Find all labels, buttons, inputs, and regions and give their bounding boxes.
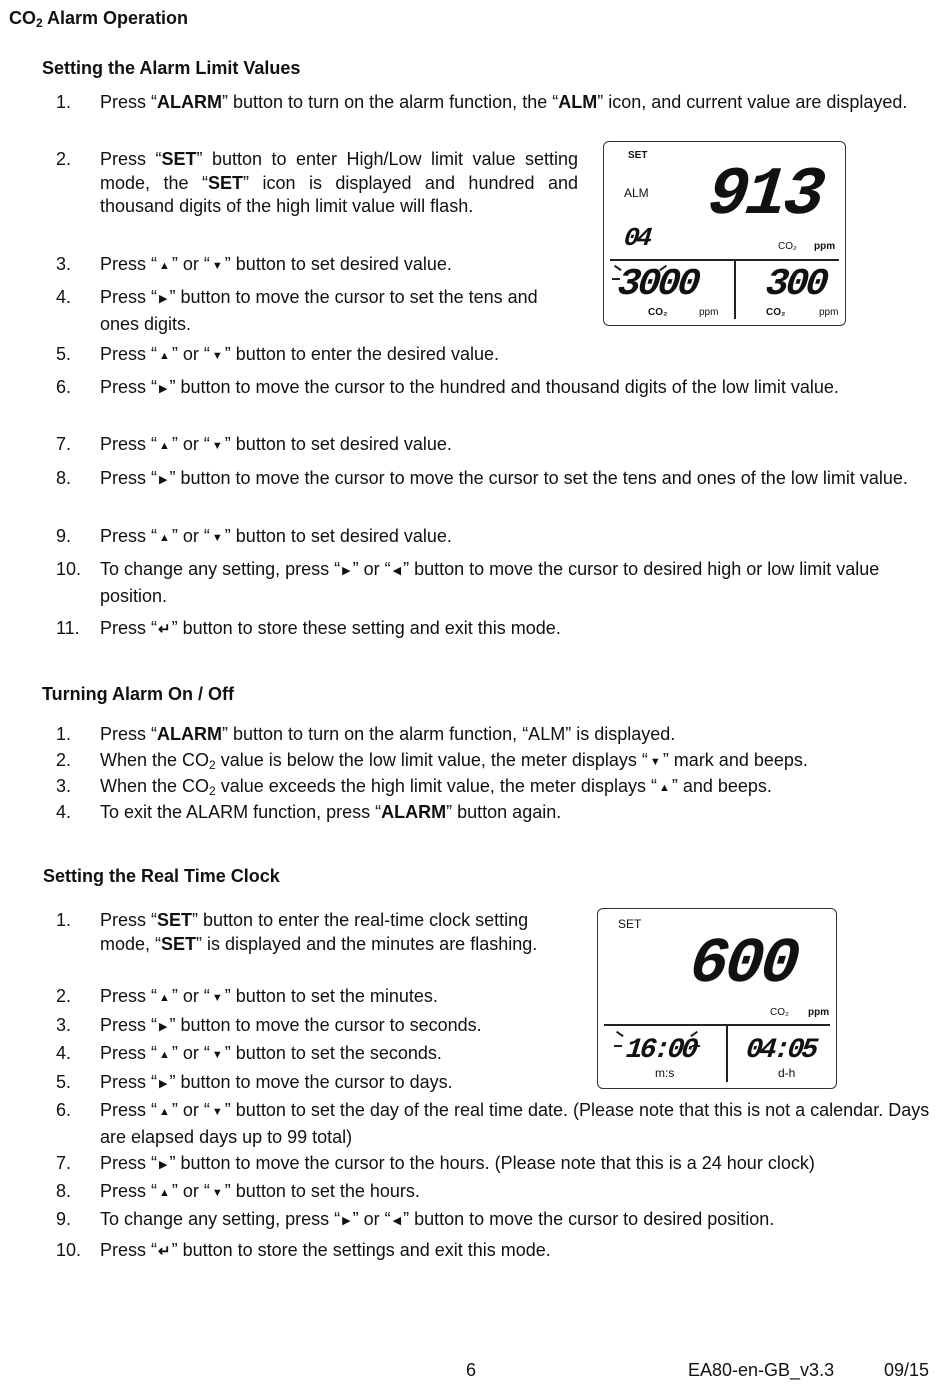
lcd-divider-vertical xyxy=(734,261,736,319)
lcd-ppm-label-left: ppm xyxy=(699,307,719,318)
lcd-time-value: 16:00 xyxy=(624,1035,697,1066)
list-item-text: When the $CO_2$ value exceeds the high limit value, the meter displays “ ▲ ” and beeps. xyxy=(100,776,772,798)
list-item-text: Press “ ▶ ” button to move the cursor to move the cursor to set the tens and ones of the low limit value. xyxy=(100,468,908,488)
list-item-text: Press “↵” button to store the settings and exit this mode. xyxy=(100,1240,551,1260)
list-item-number: 4. xyxy=(56,802,72,822)
lcd-divider-horizontal xyxy=(604,1024,830,1026)
lcd-main-reading: 600 xyxy=(686,929,801,1001)
lcd-time-unit: m:s xyxy=(655,1066,675,1080)
lcd-co2-label: CO₂ xyxy=(778,241,797,252)
lcd-set-indicator: SET xyxy=(628,150,648,161)
list-item-number: 5. xyxy=(56,344,72,364)
list-item-text: Press “SET” button to enter High/Low limit value setting mode, the “SET” icon is displayed and hundred and thousand digits of the high limit value will flash. xyxy=(100,149,578,216)
page-number: 6 xyxy=(466,1360,477,1380)
lcd-high-limit-value: 3000 xyxy=(615,263,700,306)
list-item-text: Press “ ▲ ” or “ ▼ ” button to set the seconds. xyxy=(100,1043,442,1063)
list-item-number: 9. xyxy=(56,1209,72,1229)
list-item-text: Press “ ▲ ” or “ ▼ ” button to set the day of the real time date. (Please note that this is not a calendar. Days are elapsed days up to 99 total) xyxy=(100,1100,930,1147)
lcd-ppm-label: ppm xyxy=(814,241,836,252)
lcd-low-limit-value: 300 xyxy=(763,263,828,306)
list-item-number: 8. xyxy=(56,468,72,488)
section-heading-real-time-clock: Setting the Real Time Clock xyxy=(43,866,280,886)
list-item-text: Press “ ▶ ” button to move the cursor to the hours. (Please note that this is a 24 hour clock) xyxy=(100,1153,815,1173)
lcd-alm-indicator: ALM xyxy=(624,186,649,200)
lcd-clock-display xyxy=(597,908,837,1089)
list-item-text: Press “ ▶ ” button to move the cursor to set the tens and ones digits. xyxy=(100,287,538,334)
section-heading-alarm-limits: Setting the Alarm Limit Values xyxy=(42,58,301,78)
lcd-day-unit: d-h xyxy=(778,1066,796,1080)
list-item-number: 4. xyxy=(56,1043,72,1063)
document-date: 09/15 xyxy=(884,1360,930,1380)
lcd-flash-mark xyxy=(614,1045,622,1047)
list-item-text: Press “ ▲ ” or “ ▼ ” button to set desired value. xyxy=(100,254,452,274)
list-item-text: To change any setting, press “ ▶ ” or “ ◀ ” button to move the cursor to desired high or low limit value position. xyxy=(100,559,880,606)
list-item-number: 6. xyxy=(56,377,72,397)
list-item-number: 2. xyxy=(56,149,72,169)
lcd-ppm-label: ppm xyxy=(808,1007,830,1018)
list-item-text: Press “↵” button to store these setting and exit this mode. xyxy=(100,618,561,638)
lcd-flash-mark xyxy=(616,1031,623,1037)
list-item-number: 10. xyxy=(56,559,82,579)
list-item-number: 5. xyxy=(56,1072,72,1092)
list-item-text: Press “ ▲ ” or “ ▼ ” button to enter the desired value. xyxy=(100,344,499,364)
document-id: EA80-en-GB_v3.3 xyxy=(688,1360,835,1380)
section-heading-alarm-on-off: Turning Alarm On / Off xyxy=(42,684,234,704)
list-item-text: Press “ ▲ ” or “ ▼ ” button to set desired value. xyxy=(100,526,452,546)
list-item-text: Press “ ▲ ” or “ ▼ ” button to set the minutes. xyxy=(100,986,438,1006)
lcd-set-indicator: SET xyxy=(618,917,642,931)
list-item-text: When the $CO_2$ value is below the low limit value, the meter displays “ ▼ ” mark and beeps. xyxy=(100,750,808,772)
list-item-text: Press “ALARM” button to turn on the alarm function, “ALM” is displayed. xyxy=(100,724,676,744)
lcd-alarm-limit-display xyxy=(603,141,846,326)
page-title: $CO_2$ Alarm Operation xyxy=(9,8,189,30)
list-item-number: 3. xyxy=(56,776,72,796)
list-item-text: Press “ ▶ ” button to move the cursor to days. xyxy=(100,1072,453,1092)
list-item-number: 1. xyxy=(56,92,72,112)
lcd-ppm-label-right: ppm xyxy=(819,307,839,318)
list-item-number: 9. xyxy=(56,526,72,546)
lcd-small-reading: 04 xyxy=(622,223,651,253)
list-item-number: 4. xyxy=(56,287,72,307)
list-item-number: 3. xyxy=(56,1015,72,1035)
list-item-number: 7. xyxy=(56,1153,72,1173)
lcd-day-value: 04:05 xyxy=(744,1035,817,1066)
lcd-co2-label-left: CO₂ xyxy=(648,307,668,318)
list-item-number: 7. xyxy=(56,434,72,454)
list-item-number: 1. xyxy=(56,724,72,744)
list-item-text: To exit the ALARM function, press “ALARM” button again. xyxy=(100,802,562,822)
lcd-co2-label-right: CO₂ xyxy=(766,307,786,318)
lcd-divider-horizontal xyxy=(610,259,839,261)
lcd-main-reading: 913 xyxy=(704,157,826,234)
list-item-text: Press “ ▶ ” button to move the cursor to seconds. xyxy=(100,1015,482,1035)
list-item-number: 8. xyxy=(56,1181,72,1201)
list-item-text: Press “ ▲ ” or “ ▼ ” button to set desired value. xyxy=(100,434,452,454)
list-item-text: Press “ ▶ ” button to move the cursor to the hundred and thousand digits of the low limit value. xyxy=(100,377,839,397)
lcd-divider-vertical xyxy=(726,1026,728,1082)
list-item-text: Press “ ▲ ” or “ ▼ ” button to set the hours. xyxy=(100,1181,420,1201)
list-item-number: 1. xyxy=(56,910,72,930)
list-item-number: 2. xyxy=(56,986,72,1006)
list-item-number: 3. xyxy=(56,254,72,274)
list-item-number: 2. xyxy=(56,750,72,770)
list-item-number: 10. xyxy=(56,1240,82,1260)
lcd-co2-label: CO₂ xyxy=(770,1007,789,1018)
list-item-number: 11. xyxy=(56,618,80,638)
list-item-text: Press “ALARM” button to turn on the alarm function, the “ALM” icon, and current value are displayed. xyxy=(100,92,908,112)
list-item-text: Press “SET” button to enter the real-time clock setting mode, “SET” is displayed and the minutes are flashing. xyxy=(100,910,538,954)
list-item-text: To change any setting, press “ ▶ ” or “ ◀ ” button to move the cursor to desired position. xyxy=(100,1209,775,1229)
list-item-number: 6. xyxy=(56,1100,72,1120)
